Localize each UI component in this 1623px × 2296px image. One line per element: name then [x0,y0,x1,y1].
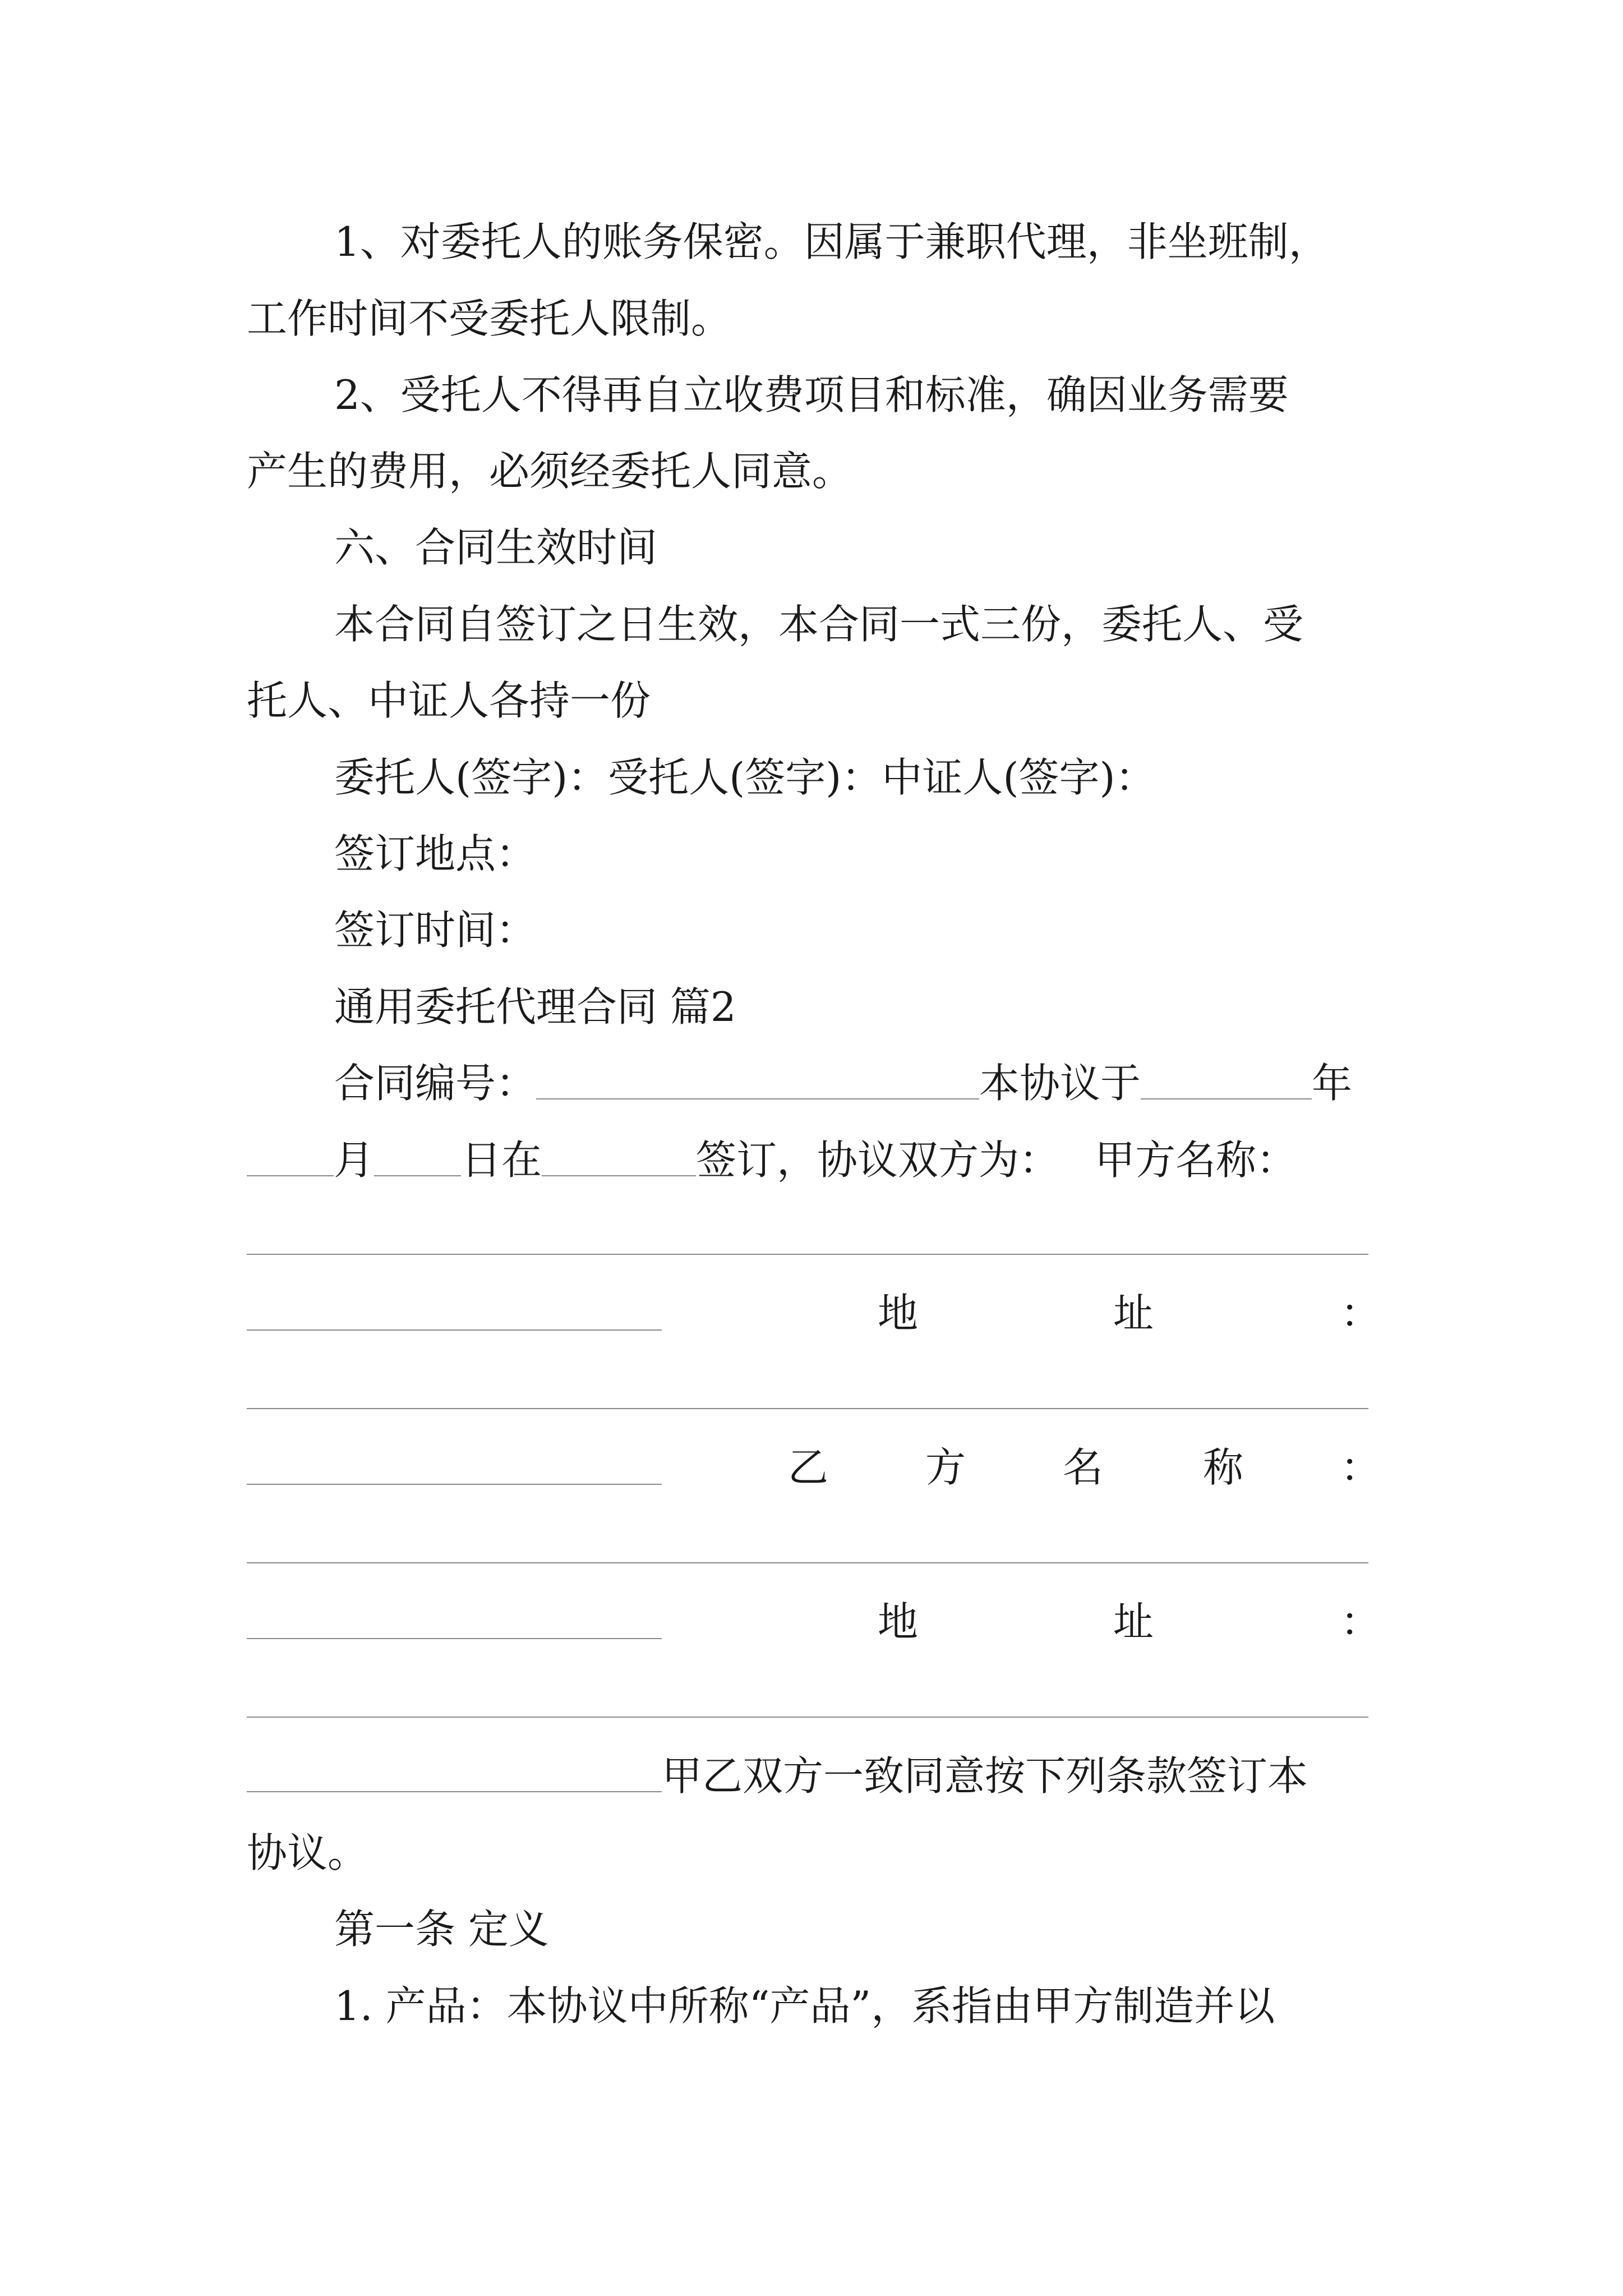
agree-text: 甲乙双方一致同意按下列条款签订本 [662,1752,1308,1800]
party-b-name-blank[interactable] [247,1562,1368,1563]
party-a-address-blank[interactable] [247,1408,1368,1409]
party-b-address-blank-end[interactable] [247,1757,662,1792]
address-b-char-2: 址 [1113,1598,1154,1645]
sign-time: 签订时间： [334,907,537,954]
sign-place: 签订地点： [334,830,537,877]
section6-heading: 六、合同生效时间 [334,524,658,571]
party-b-char-4: 称 [1203,1444,1244,1491]
date-place-line [247,1137,1297,1184]
party-b-char-2: 方 [925,1444,966,1491]
year-label: 年 [1312,1060,1353,1107]
para1-line1: 1、对委托人的账务保密。因属于兼职代理，非坐班制， [334,218,1329,265]
agree-line-end: 协议。 [247,1829,368,1876]
year-blank[interactable] [1141,1065,1312,1099]
party-b-colon: ： [1340,1444,1381,1491]
party-b-name-blank-end[interactable] [247,1638,662,1639]
month-blank[interactable] [247,1142,334,1176]
place-blank[interactable] [542,1142,696,1176]
signed-parties-text: 签订，协议双方为： [696,1137,1060,1184]
day-in-label: 日在 [461,1137,542,1184]
address-b-char-1: 地 [878,1598,919,1645]
month-label: 月 [334,1137,375,1184]
contract-no-label: 合同编号： [334,1060,537,1107]
party-a-name-blank-end[interactable] [247,1329,662,1331]
para2-line2: 产生的费用，必须经委托人同意。 [247,448,853,495]
para2-line1: 2、受托人不得再自立收费项目和标准，确因业务需要 [334,371,1289,418]
article1-heading: 第一条 定义 [334,1906,549,1953]
contract-number-line [334,1060,1353,1107]
article1-item1: 1. 产品：本协议中所称“产品”，系指由甲方制造并以 [334,1982,1275,2030]
party-a-name-blank[interactable] [247,1254,1368,1255]
agree-line [247,1752,1308,1800]
para3-line1: 本合同自签订之日生效，本合同一式三份，委托人、受 [334,601,1304,648]
signatures-line: 委托人(签字)：受托人(签字)：中证人(签字)： [334,754,1156,801]
day-blank[interactable] [374,1142,461,1176]
party-a-name-label: 甲方名称： [1094,1137,1297,1184]
address-colon: ： [1340,1290,1381,1337]
contract-no-blank[interactable] [536,1065,979,1099]
address-b-colon: ： [1340,1598,1381,1645]
party-b-address-blank[interactable] [247,1717,1368,1718]
para1-line2: 工作时间不受委托人限制。 [247,295,732,342]
part2-title: 通用委托代理合同 篇2 [334,983,736,1030]
address-char-2: 址 [1113,1290,1154,1337]
address-char-1: 地 [878,1290,919,1337]
party-b-char-3: 名 [1063,1444,1104,1491]
agreement-on-label: 本协议于 [979,1060,1141,1107]
party-a-address-blank-end[interactable] [247,1484,662,1485]
para3-line2: 托人、中证人各持一份 [247,677,651,724]
party-b-char-1: 乙 [788,1444,829,1491]
